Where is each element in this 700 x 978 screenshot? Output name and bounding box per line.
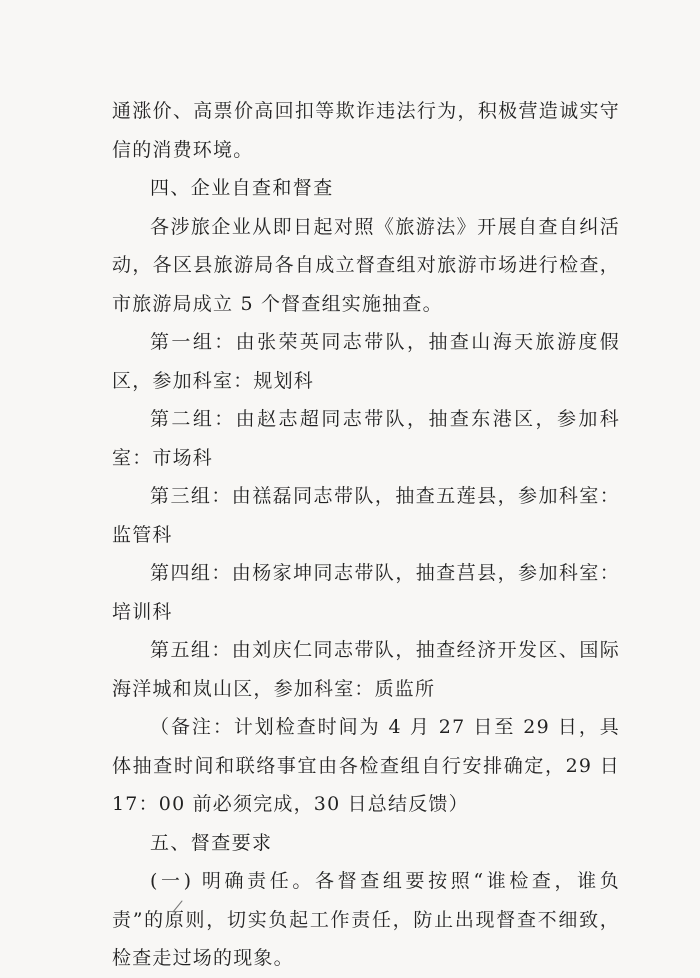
group-3-paragraph: 第三组：由禚磊同志带队，抽查五莲县，参加科室：监管科 <box>112 485 620 546</box>
section-heading-4: 四、企业自查和督查 <box>150 177 334 199</box>
group-1-paragraph: 第一组：由张荣英同志带队，抽查山海天旅游度假区，参加科室：规划科 <box>112 331 620 392</box>
paragraph-self-inspection: 各涉旅企业从即日起对照《旅游法》开展自查自纠活动，各区县旅游局各自成立督查组对旅游市场进行检查，市旅游局成立 5 个督查组实施抽查。 <box>112 215 620 315</box>
section-heading-5: 五、督查要求 <box>150 831 273 854</box>
document-body <box>112 92 620 978</box>
group-5-paragraph: 第五组：由刘庆仁同志带队，抽查经济开发区、国际海洋城和岚山区，参加科室：质监所 <box>112 639 620 700</box>
group-2-paragraph: 第二组：由赵志超同志带队，抽查东港区，参加科室：市场科 <box>112 408 620 469</box>
pen-mark <box>171 899 185 913</box>
paragraph-continuation: 通涨价、高票价高回扣等欺诈违法行为，积极营造诚实守信的消费环境。 <box>112 100 620 161</box>
group-4-paragraph: 第四组：由杨家坤同志带队，抽查莒县，参加科室：培训科 <box>112 562 620 623</box>
requirement-1-paragraph: (一) 明确责任。各督查组要按照“谁检查，谁负责”的原则，切实负起工作责任，防止出现督查不细致，检查走过场的现象。 <box>112 870 620 969</box>
schedule-note: （备注：计划检查时间为 4 月 27 日至 29 日，具体抽查时间和联络事宜由各检查组自行安排确定，29 日 17：00 前必须完成，30 日总结反馈） <box>112 716 620 815</box>
